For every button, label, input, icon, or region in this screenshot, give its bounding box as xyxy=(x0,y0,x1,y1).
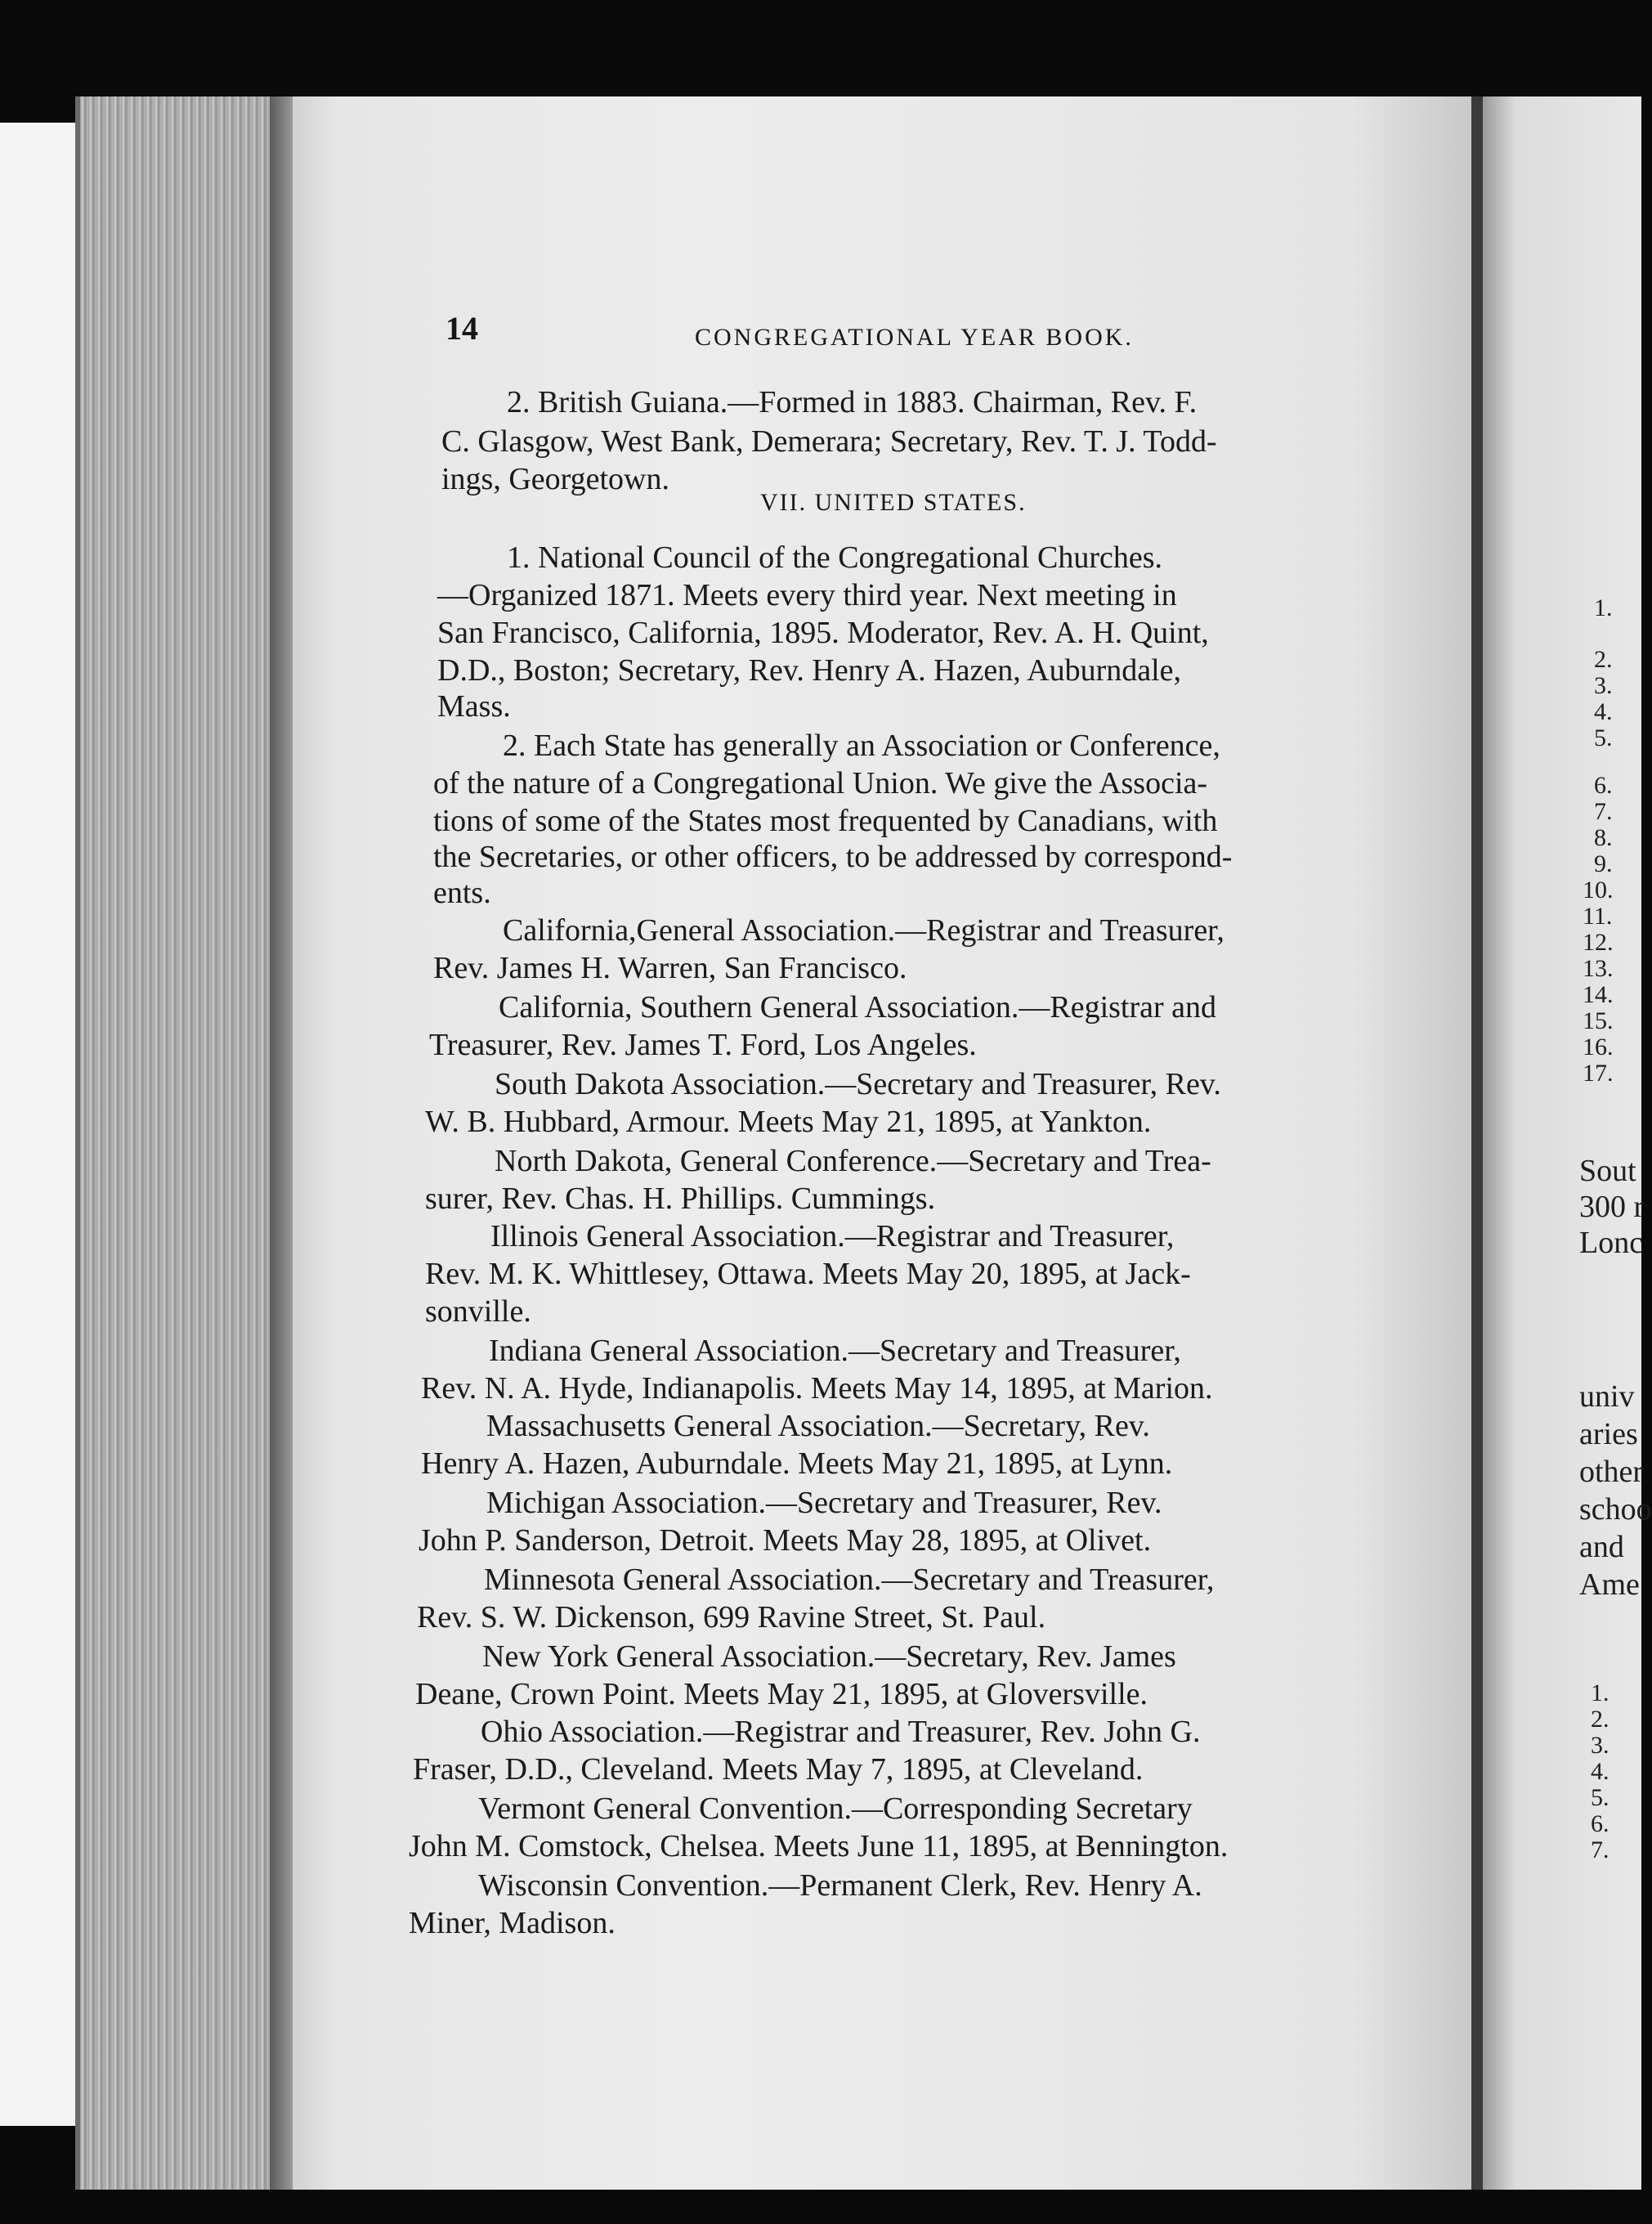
right-page-word: other xyxy=(1579,1455,1644,1489)
right-page-number: 12. xyxy=(1583,929,1614,956)
right-page-number: 10. xyxy=(1583,877,1614,904)
text-line: Wisconsin Convention.—Permanent Clerk, Rev. Henry A. xyxy=(478,1868,1202,1903)
right-page-number: 2. xyxy=(1594,646,1613,673)
text-line: —Organized 1871. Meets every third year. Next meeting in xyxy=(437,578,1177,612)
right-page-word: aries xyxy=(1579,1417,1638,1451)
right-page-word: and xyxy=(1579,1530,1624,1564)
text-line: 2. Each State has generally an Association or Conference, xyxy=(503,729,1220,763)
right-page-word: Ame xyxy=(1579,1567,1640,1602)
right-page-number: 7. xyxy=(1591,1836,1609,1863)
text-line: the Secretaries, or other officers, to be addressed by correspond- xyxy=(433,840,1233,874)
text-line: South Dakota Association.—Secretary and Treasurer, Rev. xyxy=(495,1067,1221,1101)
text-line: California, Southern General Association.—Registrar and xyxy=(499,990,1217,1025)
right-page-word: univ xyxy=(1579,1379,1635,1414)
text-line: Indiana General Association.—Secretary and Treasurer, xyxy=(489,1334,1181,1368)
right-page-number: 5. xyxy=(1594,724,1613,751)
text-line: Treasurer, Rev. James T. Ford, Los Angeles. xyxy=(429,1028,977,1062)
right-page-number: 4. xyxy=(1594,698,1613,725)
text-line: Rev. N. A. Hyde, Indianapolis. Meets May 14, 1895, at Marion. xyxy=(421,1371,1213,1406)
text-line: surer, Rev. Chas. H. Phillips. Cummings. xyxy=(425,1182,936,1216)
right-page-number: 14. xyxy=(1583,981,1614,1008)
right-page-number: 2. xyxy=(1591,1706,1609,1733)
text-line: Vermont General Convention.—Corresponding Secretary xyxy=(478,1791,1193,1826)
text-line: tions of some of the States most frequented by Canadians, with xyxy=(433,804,1218,838)
text-line: Ohio Association.—Registrar and Treasurer, Rev. John G. xyxy=(481,1715,1201,1749)
text-line: Miner, Madison. xyxy=(409,1906,616,1940)
right-page-number: 7. xyxy=(1594,798,1613,825)
text-line: San Francisco, California, 1895. Moderator, Rev. A. H. Quint, xyxy=(437,616,1209,650)
right-page-word: Lonc xyxy=(1579,1226,1644,1260)
right-page-number: 6. xyxy=(1591,1810,1609,1837)
right-page-word: Sout xyxy=(1579,1154,1636,1188)
running-head: CONGREGATIONAL YEAR BOOK. xyxy=(695,324,1134,351)
right-page-number: 1. xyxy=(1591,1679,1609,1706)
right-page-number: 5. xyxy=(1591,1784,1609,1811)
right-page-number: 3. xyxy=(1591,1732,1609,1759)
text-line: sonville. xyxy=(425,1294,531,1329)
right-page-number: 6. xyxy=(1594,772,1613,799)
right-page-number: 17. xyxy=(1583,1060,1614,1087)
text-line: Illinois General Association.—Registrar and Treasurer, xyxy=(490,1219,1175,1253)
section-heading: VII. UNITED STATES. xyxy=(760,489,1027,516)
text-line: 1. National Council of the Congregational Churches. xyxy=(507,540,1163,575)
text-line: Rev. M. K. Whittlesey, Ottawa. Meets May 20, 1895, at Jack- xyxy=(425,1257,1191,1291)
right-page-number: 4. xyxy=(1591,1758,1609,1785)
text-line: C. Glasgow, West Bank, Demerara; Secretary, Rev. T. J. Todd- xyxy=(441,424,1217,459)
right-page-number: 13. xyxy=(1583,955,1614,982)
text-line: Massachusetts General Association.—Secretary, Rev. xyxy=(486,1409,1150,1443)
text-line: Michigan Association.—Secretary and Treasurer, Rev. xyxy=(486,1486,1162,1520)
right-page-word: 300 r xyxy=(1579,1190,1645,1224)
text-line: 2. British Guiana.—Formed in 1883. Chairman, Rev. F. xyxy=(507,385,1198,419)
text-line: Deane, Crown Point. Meets May 21, 1895, at Gloversville. xyxy=(415,1677,1148,1711)
page-number: 14 xyxy=(445,310,478,347)
text-line: Mass. xyxy=(437,689,511,724)
text-line: North Dakota, General Conference.—Secretary and Trea- xyxy=(495,1144,1211,1178)
text-line: ents. xyxy=(433,876,491,910)
text-line: Rev. S. W. Dickenson, 699 Ravine Street, St. Paul. xyxy=(417,1600,1046,1634)
right-page-number: 15. xyxy=(1583,1007,1614,1034)
text-line: of the nature of a Congregational Union. We give the Associa- xyxy=(433,766,1208,800)
right-page-word: schoo xyxy=(1579,1492,1652,1527)
right-page-number: 9. xyxy=(1594,850,1613,877)
right-page-number: 11. xyxy=(1583,903,1613,930)
text-line: ings, Georgetown. xyxy=(441,462,669,496)
text-line: John P. Sanderson, Detroit. Meets May 28, 1895, at Olivet. xyxy=(419,1523,1152,1558)
text-line: Rev. James H. Warren, San Francisco. xyxy=(433,951,907,985)
text-line: California,General Association.—Registrar and Treasurer, xyxy=(503,913,1224,948)
text-line: Henry A. Hazen, Auburndale. Meets May 21, 1895, at Lynn. xyxy=(421,1446,1173,1481)
text-line: Minnesota General Association.—Secretary and Treasurer, xyxy=(484,1563,1215,1597)
right-page-number: 3. xyxy=(1594,672,1613,699)
text-line: Fraser, D.D., Cleveland. Meets May 7, 1895, at Cleveland. xyxy=(413,1752,1144,1787)
right-page-number: 16. xyxy=(1583,1034,1614,1060)
text-line: John M. Comstock, Chelsea. Meets June 11, 1895, at Bennington. xyxy=(409,1829,1229,1863)
text-line: W. B. Hubbard, Armour. Meets May 21, 1895, at Yankton. xyxy=(425,1105,1152,1139)
right-page-number: 1. xyxy=(1594,594,1613,621)
text-line: New York General Association.—Secretary, Rev. James xyxy=(482,1639,1176,1674)
right-page-number: 8. xyxy=(1594,824,1613,851)
text-line: D.D., Boston; Secretary, Rev. Henry A. Hazen, Auburndale, xyxy=(437,653,1182,688)
